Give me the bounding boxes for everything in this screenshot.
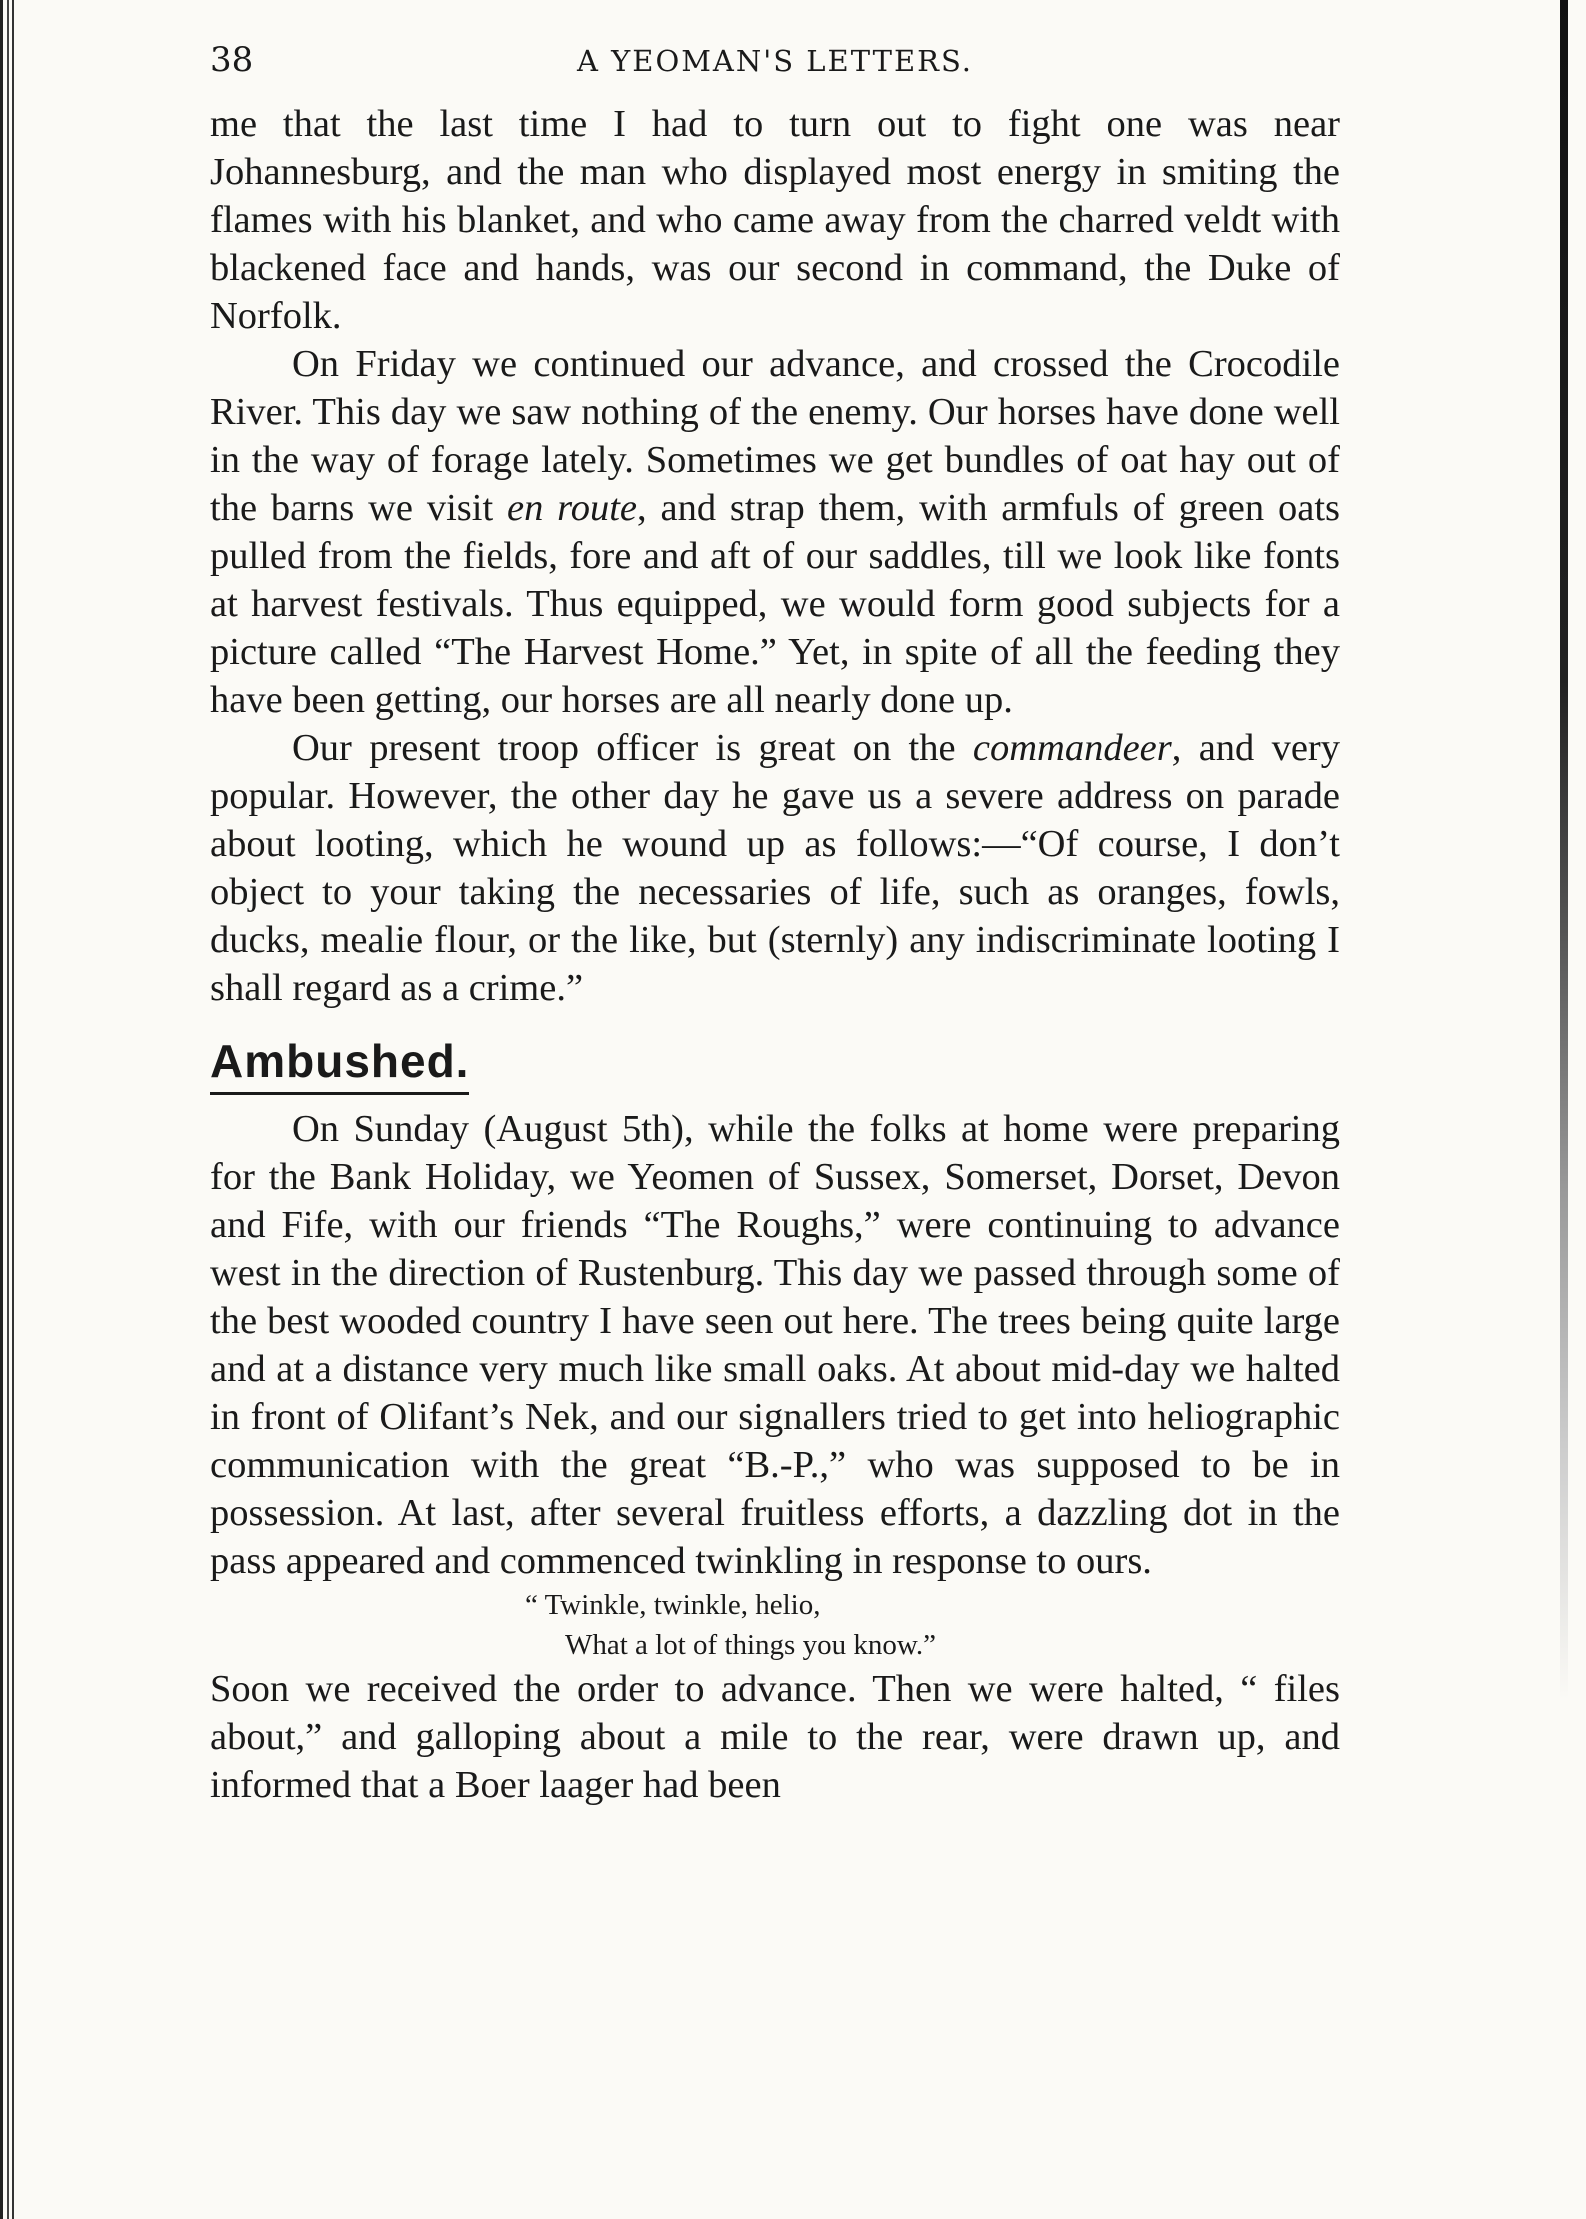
running-head bbox=[210, 40, 1340, 100]
paragraph-2-text-a: On Friday we continued our advance, and crossed the Crocodile River. This day we saw nothing of the enemy. Our horses have done well in the way of forage lately. Sometimes we get bundles of oat hay out of the barns we visit bbox=[210, 343, 1340, 529]
paragraph-4: On Sunday (August 5th), while the folks at home were preparing for the Bank Holiday, we Yeomen of Sussex, Somerset, Dorset, Devon and Fife, with our friends “The Roughs,” were continuing to advance west in the direction of Rustenburg. This day we passed through some of the best wooded country I have seen out here. The trees being quite large and at a distance very much like small oaks. At about mid-day we halted in front of Olifant’s Nek, and our signallers tried to get into heliographic communication with the great “B.-P.,” who was supposed to be in possession. At last, after several fruitless efforts, a dazzling dot in the pass appeared and commenced twinkling in response to ours. bbox=[210, 1108, 1340, 1582]
paragraph-5: Soon we received the order to advance. Then we were halted, “ files about,” and galloping about a mile to the rear, were drawn up, and informed that a Boer laager had been bbox=[210, 1668, 1340, 1806]
verse-quote bbox=[210, 1585, 1340, 1665]
running-title: A YEOMAN'S LETTERS. bbox=[576, 44, 974, 78]
verse-line-2: What a lot of things you know.” bbox=[565, 1629, 937, 1661]
paragraph-3-text-b: , and very popular. However, the other day he gave us a severe address on parade about looting, which he wound up as follows:—“Of course, I don’t object to your taking the necessaries of life, such as oranges, fowls, ducks, mealie flour, or the like, but (sternly) any indiscriminate looting I shall regard as a crime.” bbox=[210, 727, 1341, 1009]
page-number: 38 bbox=[210, 40, 254, 80]
section-heading: Ambushed. bbox=[210, 1034, 469, 1095]
paragraph-3-text-a: Our present troop officer is great on the bbox=[292, 727, 973, 769]
verse-line-1: “ Twinkle, twinkle, helio, bbox=[525, 1589, 821, 1621]
paragraph-3 bbox=[210, 724, 1340, 1012]
paragraph-2 bbox=[210, 340, 1340, 724]
paragraph-2-italic: en route bbox=[507, 487, 638, 529]
book-page bbox=[210, 40, 1340, 1809]
paragraph-3-italic: commandeer bbox=[972, 727, 1172, 769]
paragraph-1: me that the last time I had to turn out to fight one was near Johannesburg, and the man who displayed most energy in smiting the flames with his blanket, and who came away from the charred veldt with blackened face and hands, was our second in command, the Duke of Norfolk. bbox=[210, 103, 1340, 337]
paragraph-2-text-b: , and strap them, with armfuls of green oats pulled from the fields, fore and aft of our saddles, till we look like fonts at harvest festivals. Thus equipped, we would form good subjects for a picture called “The Harvest Home.” Yet, in spite of all the feeding they have been getting, our horses are all nearly done up. bbox=[210, 487, 1341, 721]
left-binding-edge bbox=[0, 0, 14, 2219]
right-binding-shadow bbox=[1560, 0, 1568, 1700]
